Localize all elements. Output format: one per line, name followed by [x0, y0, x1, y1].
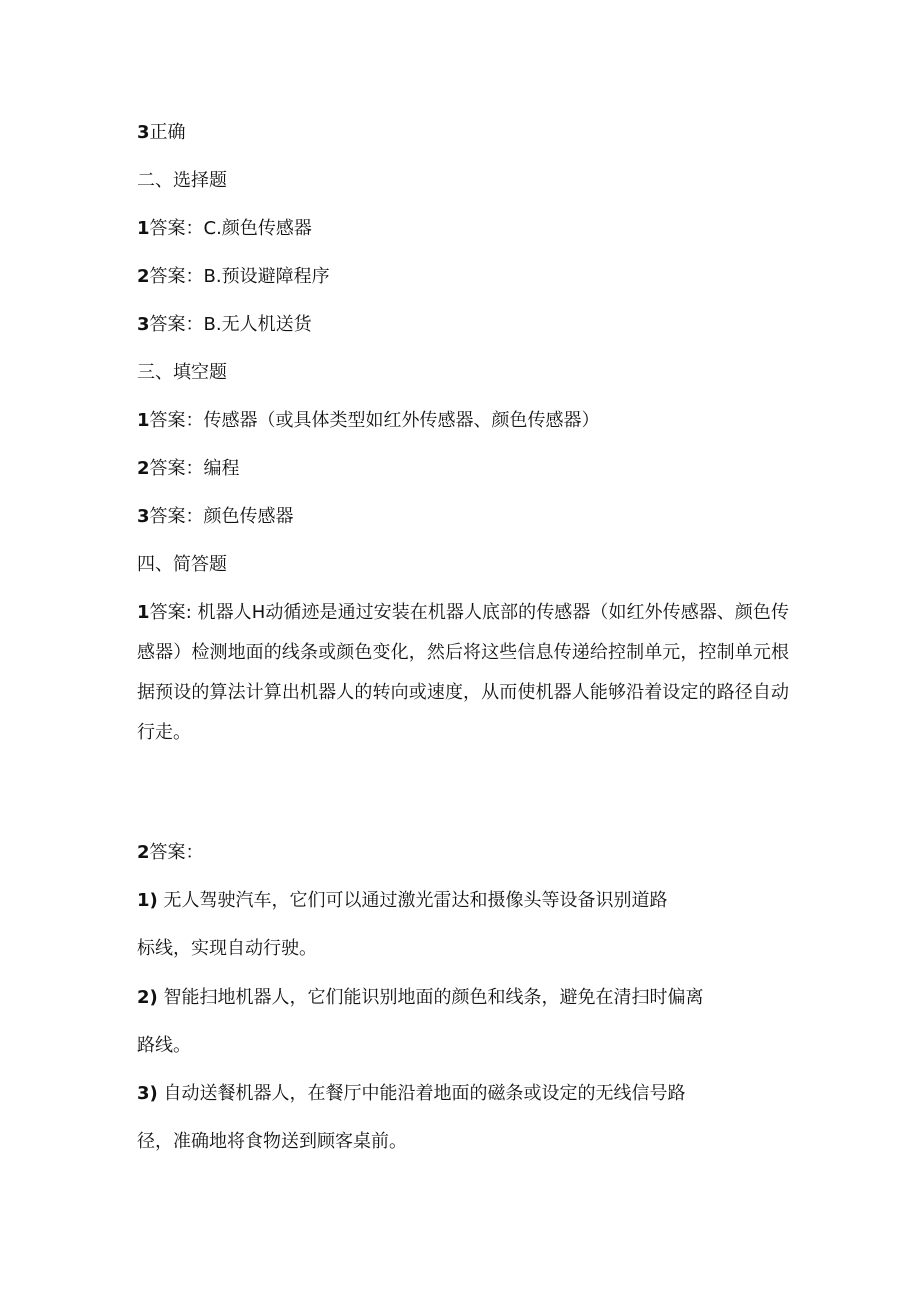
section-title: 四、简答题 [137, 554, 227, 575]
list-item-continuation [137, 937, 317, 961]
answer-text: 答案：传感器（或具体类型如红外传感器、颜色传感器） [149, 410, 600, 431]
item-number: 2 [137, 266, 150, 287]
list-item-text: 径，准确地将食物送到顾客桌前。 [137, 1131, 407, 1152]
essay-answer-paragraph [137, 593, 789, 753]
item-number: 3) [137, 1083, 158, 1104]
item-number: 1) [137, 890, 158, 911]
section-heading-short-answer [137, 553, 227, 577]
item-number: 3 [137, 506, 150, 527]
answer-text: 答案：编程 [149, 458, 240, 479]
answer-text: 答案：B.无人机送货 [149, 314, 312, 335]
list-item [137, 986, 704, 1010]
answer-text: 答案：B.预设避障程序 [149, 266, 330, 287]
item-number: 1 [137, 602, 150, 623]
answer-line [137, 121, 186, 145]
item-number: 2 [137, 458, 150, 479]
answer-line [137, 505, 294, 529]
answer-line [137, 217, 312, 241]
answer-text: 答案: 机器人H动循迹是通过安装在机器人底部的传感器（如红外传感器、颜色传感器）检测地面的线条或颜色变化，然后将这些信息传递给控制单元，控制单元根据预设的算法计算出机器人的转向或速度，从而使机器人能够沿着设定的路径自动行走。 [137, 602, 789, 743]
answer-text: 答案：颜色传感器 [149, 506, 294, 527]
list-item-text: 自动送餐机器人，在餐厅中能沿着地面的磁条或设定的无线信号路 [163, 1083, 686, 1104]
list-item-continuation [137, 1130, 407, 1154]
item-number: 1 [137, 218, 150, 239]
section-heading-choice [137, 169, 227, 193]
list-item [137, 889, 668, 913]
answer-line [137, 265, 330, 289]
section-heading-fill [137, 361, 227, 385]
section-title: 二、选择题 [137, 170, 227, 191]
answer-line [137, 841, 204, 865]
list-item-text: 路线。 [137, 1035, 191, 1056]
item-number: 2) [137, 987, 158, 1008]
answer-line [137, 409, 600, 433]
item-number: 3 [137, 122, 150, 143]
list-item [137, 1082, 686, 1106]
list-item-continuation [137, 1034, 191, 1058]
item-number: 1 [137, 410, 150, 431]
list-item-text: 智能扫地机器人，它们能识别地面的颜色和线条，避免在清扫时偏离 [163, 987, 704, 1008]
item-number: 3 [137, 314, 150, 335]
list-item-text: 标线，实现自动行驶。 [137, 938, 317, 959]
answer-text: 答案： [149, 842, 204, 863]
answer-line [137, 457, 240, 481]
section-title: 三、填空题 [137, 362, 227, 383]
item-number: 2 [137, 842, 150, 863]
list-item-text: 无人驾驶汽车，它们可以通过激光雷达和摄像头等设备识别道路 [163, 890, 668, 911]
answer-line [137, 313, 312, 337]
answer-text: 答案：C.颜色传感器 [149, 218, 312, 239]
answer-text: 正确 [149, 122, 186, 143]
